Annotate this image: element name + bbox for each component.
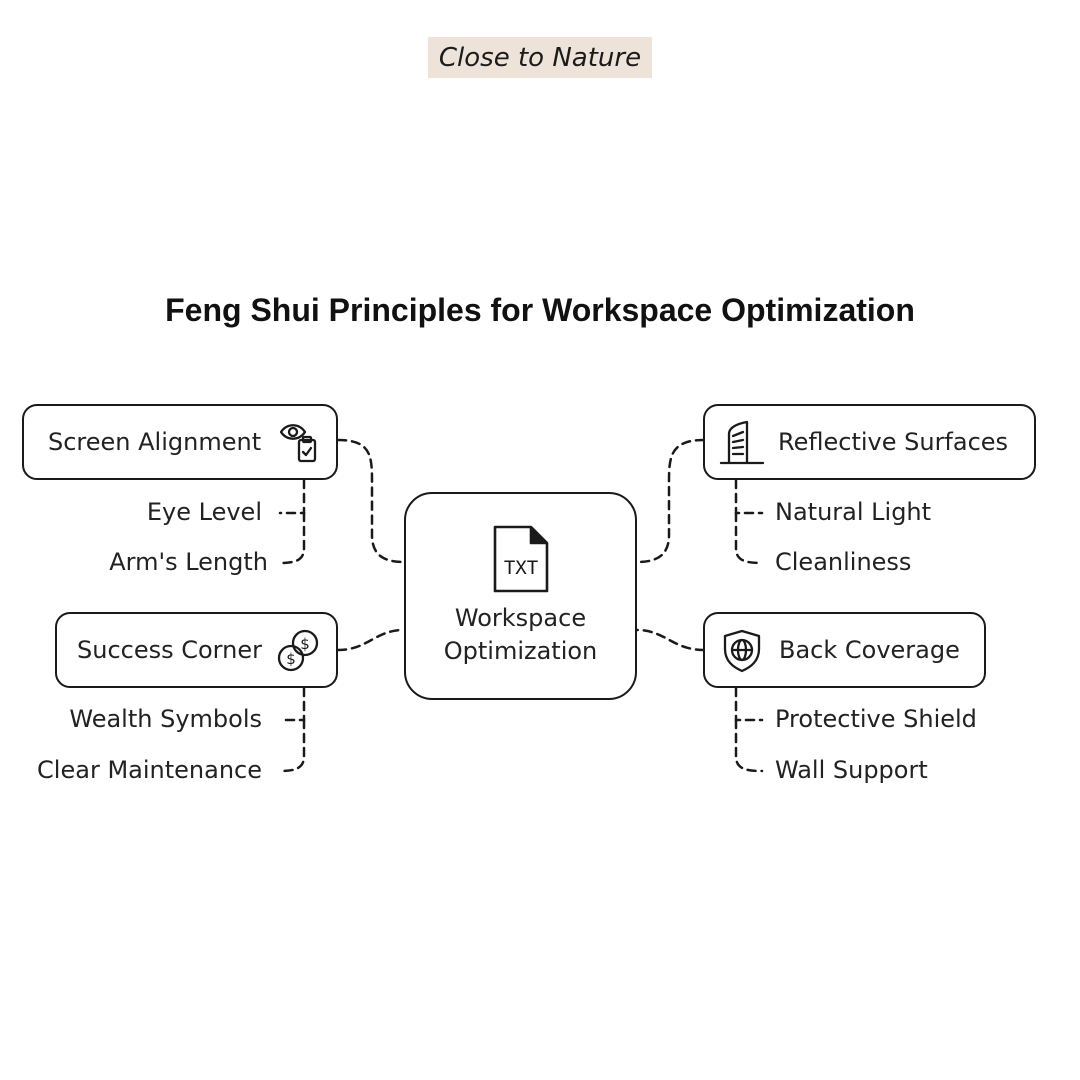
node-label: Back Coverage — [779, 636, 960, 664]
link-screen-alignment — [338, 440, 404, 562]
shield-globe-icon — [721, 629, 763, 673]
sub-arms-length: Arm's Length — [109, 548, 268, 576]
node-reflective-surfaces — [703, 404, 1036, 480]
eye-clipboard-icon — [278, 420, 322, 464]
link-back-coverage — [637, 630, 704, 650]
sub-cleanliness: Cleanliness — [775, 548, 912, 576]
node-label: Reflective Surfaces — [778, 428, 1009, 456]
svg-text:$: $ — [286, 650, 296, 668]
sub-eye-level: Eye Level — [146, 498, 262, 526]
sub-natural-light: Natural Light — [775, 498, 932, 526]
node-label: Screen Alignment — [48, 428, 262, 456]
sub-link-wealth-symbols — [280, 688, 304, 720]
txt-file-icon — [491, 524, 551, 594]
sub-link-eye-level — [280, 480, 304, 513]
node-back-coverage — [703, 612, 986, 688]
sub-link-protective-shield — [736, 688, 762, 720]
node-screen-alignment — [22, 404, 338, 480]
sub-link-cleanliness — [736, 513, 762, 563]
sub-wall-support: Wall Support — [775, 756, 928, 784]
node-success-corner — [55, 612, 338, 688]
sub-link-wall-support — [736, 720, 762, 771]
sub-wealth-symbols: Wealth Symbols — [69, 705, 262, 733]
txt-icon-text: TXT — [503, 557, 538, 579]
center-node-workspace-optimization — [404, 492, 637, 700]
coins-icon — [276, 628, 322, 674]
center-label — [421, 602, 621, 668]
tag-label: Close to Nature — [428, 37, 652, 78]
center-label-line2: Optimization — [443, 637, 598, 665]
sub-link-clear-maintenance — [280, 720, 304, 771]
svg-text:$: $ — [300, 635, 310, 653]
sub-link-natural-light — [736, 480, 762, 513]
diagram-title: Feng Shui Principles for Workspace Optimization — [165, 292, 915, 328]
center-label-line1: Workspace — [454, 604, 587, 632]
sub-link-arms-length — [280, 513, 304, 563]
sub-clear-maintenance: Clear Maintenance — [37, 756, 262, 784]
building-icon — [719, 420, 765, 466]
link-success-corner — [338, 630, 404, 650]
sub-protective-shield: Protective Shield — [775, 705, 977, 733]
node-label: Success Corner — [77, 636, 262, 664]
link-reflective-surfaces — [637, 440, 704, 562]
